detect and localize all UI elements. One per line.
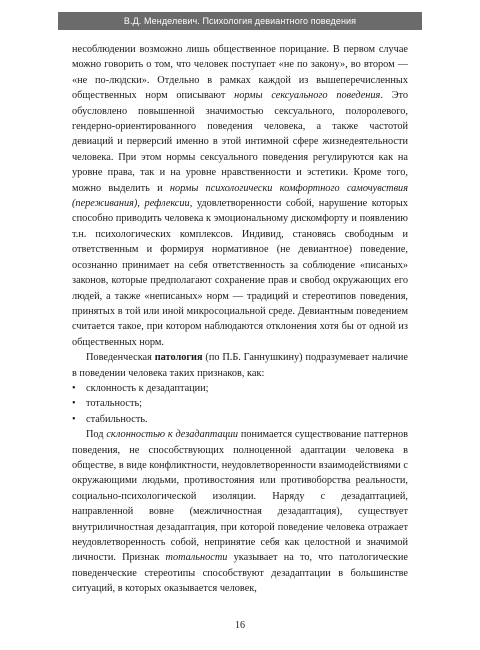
text-run: . Это обусловлено повышенной значимостью сексуального, полоролевого, гендерно-ориентированного поведения человека, а также частотой девиаций и перверсий именно в этой интимной сфере жизнедеятельности человека. При этом нормы сексуального поведения регулируются как на уровне права, так и на уровне нравственности и эстетики. Кроме того, можно выделить и <box>72 90 409 194</box>
emphasis-term: тотальности <box>165 552 228 564</box>
text-run: указывает на то, что патологические поведенческие стереотипы способствуют дезадаптации в большинстве ситуаций, в которых оказывается человек, <box>72 552 408 595</box>
text-run: (по П.Б. Ганнушкину) подразумевает наличие в поведении человека таких признаков, как: <box>72 352 408 379</box>
text-run: несоблюдении возможно лишь общественное порицание. В первом случае можно говорить о том, что человек поступает «не по закону», во втором — «не по-людски». Отдельно в рамках каждой из вышеперечисленных общественных норм описывают <box>72 44 408 102</box>
emphasis-term: нормы сексуального поведения <box>234 90 381 102</box>
list-item: • склонность к дезадаптации; <box>72 381 408 396</box>
text-run: Под <box>86 429 107 441</box>
paragraph-continuation <box>72 42 408 350</box>
list-item: • стабильность. <box>72 412 408 427</box>
text-run: понимается существование паттернов поведения, не способствующих полноценной адаптации человека в обществе, в виде конфликтности, неудовлетворенности взаимодействиями с окружающими людьми, противостояния или противоборства реальности, социально-психологической изоляции. Наряду с дезадаптацией, направленной вовне (межличностная дезадаптация), существует внутриличностная дезадаптация, при которой поведение человека отражает неудовлетворенность собой, непринятие себя как целостной и значимой личности. Признак <box>72 429 408 564</box>
bold-term: патология <box>154 352 203 364</box>
page-number: 16 <box>235 620 245 631</box>
emphasis-term: склонностью к дезадаптации <box>106 429 239 441</box>
feature-list <box>72 381 408 427</box>
paragraph-maladaptation <box>72 427 408 596</box>
text-run: , удовлетворенности собой, нарушение которых способно приводить человека к эмоциональному дискомфорту и появлению т.н. психологических комплексов. Индивид, становясь свободным и ответственным и формируя нормативное (не девиантное) поведение, осознанно принимает на себя ответственность за соблюдение «писаных» законов, которые предполагают сохранение прав и свобод окружающих его людей, а также «неписаных» норм — традиций и стереотипов поведения, принятых в той или иной микросоциальной среде. Девиантным поведением считается такое, при котором наблюдаются отклонения хотя бы от одной из общественных норм. <box>72 198 408 348</box>
body-text <box>72 42 408 597</box>
running-header: В.Д. Менделевич. Психология девиантного поведения <box>58 12 422 30</box>
emphasis-term: нормы психологически комфортного самочувствия (переживания), рефлексии <box>72 182 408 210</box>
paragraph-behavioral-pathology <box>72 350 408 381</box>
text-run: Поведенческая <box>86 352 155 364</box>
list-item: • тотальность; <box>72 396 408 411</box>
